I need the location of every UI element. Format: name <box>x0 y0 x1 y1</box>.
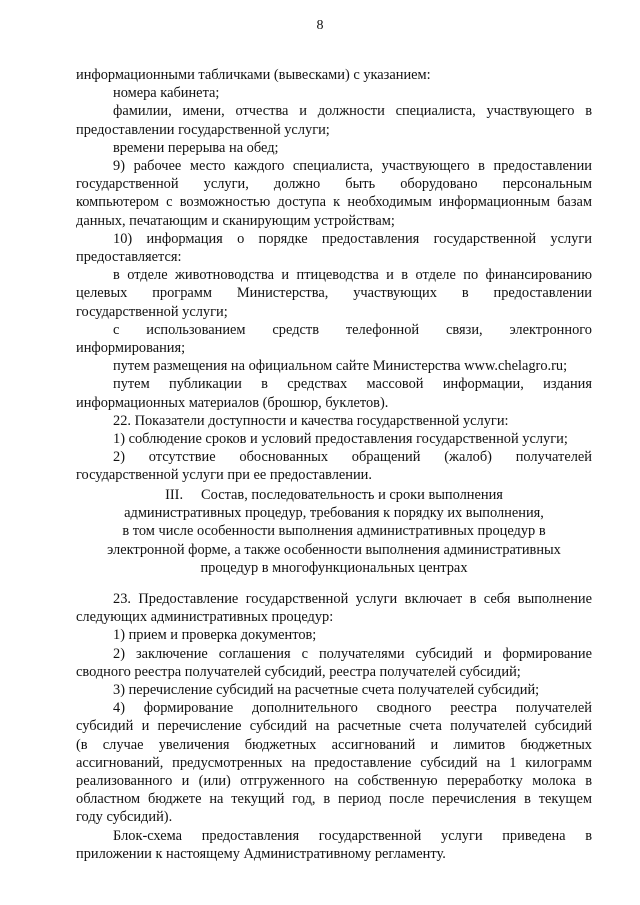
text-line: целевых программ Министерства, участвующих в предоставлении <box>76 285 592 302</box>
text-line: 1) прием и проверка документов; <box>113 627 317 644</box>
text-line: данных, печатающим и сканирующим устройствам; <box>76 212 395 229</box>
text-line: 3) перечисление субсидий на расчетные счета получателей субсидий; <box>113 682 540 699</box>
text-line: 2) заключение соглашения с получателями субсидий и формирование <box>113 645 592 662</box>
heading-line: процедур в многофункциональных центрах <box>200 559 468 576</box>
document-body-top <box>76 66 592 485</box>
text-line: предоставлении государственной услуги; <box>76 121 330 138</box>
text-line: фамилии, имени, отчества и должности специалиста, участвующего в <box>113 103 592 120</box>
text-line: с использованием средств телефонной связи, электронного <box>113 321 592 338</box>
text-line: предоставляется: <box>76 249 182 266</box>
text-line: 23. Предоставление государственной услуги включает в себя выполнение <box>113 591 592 607</box>
text-line: государственной услуги; <box>76 303 228 320</box>
text-line: следующих административных процедур: <box>76 609 334 626</box>
text-line: сводного реестра получателей субсидий, реестра получателей субсидий; <box>76 663 521 680</box>
text-line: информирования; <box>76 340 186 357</box>
document-body-bottom <box>76 590 592 863</box>
heading-line: III. Состав, последовательность и сроки выполнения <box>165 487 503 503</box>
text-line: компьютером с возможностью доступа к необходимым информационным базам <box>76 194 592 211</box>
text-line: приложении к настоящему Административному регламенту. <box>76 845 446 862</box>
text-line: путем публикации в средствах массовой информации, издания <box>113 376 592 393</box>
text-line: информационных материалов (брошюр, буклетов). <box>76 394 389 411</box>
heading-line: электронной форме, а также особенности выполнения административных <box>107 541 561 558</box>
text-line: информационными табличками (вывесками) с указанием: <box>76 67 431 83</box>
text-line: 9) рабочее место каждого специалиста, участвующего в предоставлении <box>113 158 592 175</box>
text-line: 4) формирование дополнительного сводного реестра получателей <box>113 700 592 717</box>
text-line: путем размещения на официальном сайте Министерства www.chelagro.ru; <box>113 358 568 375</box>
heading-line: административных процедур, требования к порядку их выполнения, <box>124 505 544 522</box>
text-line: 2) отсутствие обоснованных обращений (жалоб) получателей <box>113 449 592 466</box>
text-line: государственной услуги, должно быть оборудовано персональным <box>76 176 592 193</box>
text-line: 1) соблюдение сроков и условий предоставления государственной услуги; <box>113 431 568 448</box>
text-line: 22. Показатели доступности и качества государственной услуги: <box>113 412 509 429</box>
text-line: (в случае увеличения бюджетных ассигнований и лимитов бюджетных <box>76 736 592 753</box>
text-line: времени перерыва на обед; <box>113 139 279 156</box>
heading-line: в том числе особенности выполнения административных процедур в <box>122 523 546 540</box>
text-line: областном бюджете на текущий год, в период после перечисления в текущем <box>76 791 592 808</box>
text-line: году субсидий). <box>76 809 173 826</box>
section-heading <box>76 486 592 577</box>
text-line: ассигнований, предусмотренных на предоставление субсидий на 1 килограмм <box>76 754 592 771</box>
text-line: номера кабинета; <box>113 85 220 102</box>
text-line: Блок-схема предоставления государственной услуги приведена в <box>113 827 592 844</box>
text-line: субсидий и перечисление субсидий на расчетные счета получателей субсидий <box>76 718 592 735</box>
text-line: в отделе животноводства и птицеводства и в отделе по финансированию <box>113 267 592 284</box>
page-number: 8 <box>316 18 324 33</box>
text-line: государственной услуги при ее предоставлении. <box>76 467 372 484</box>
text-line: 10) информация о порядке предоставления государственной услуги <box>113 230 592 247</box>
text-line: реализованного и (или) отгруженного на собственную переработку молока в <box>76 773 592 790</box>
